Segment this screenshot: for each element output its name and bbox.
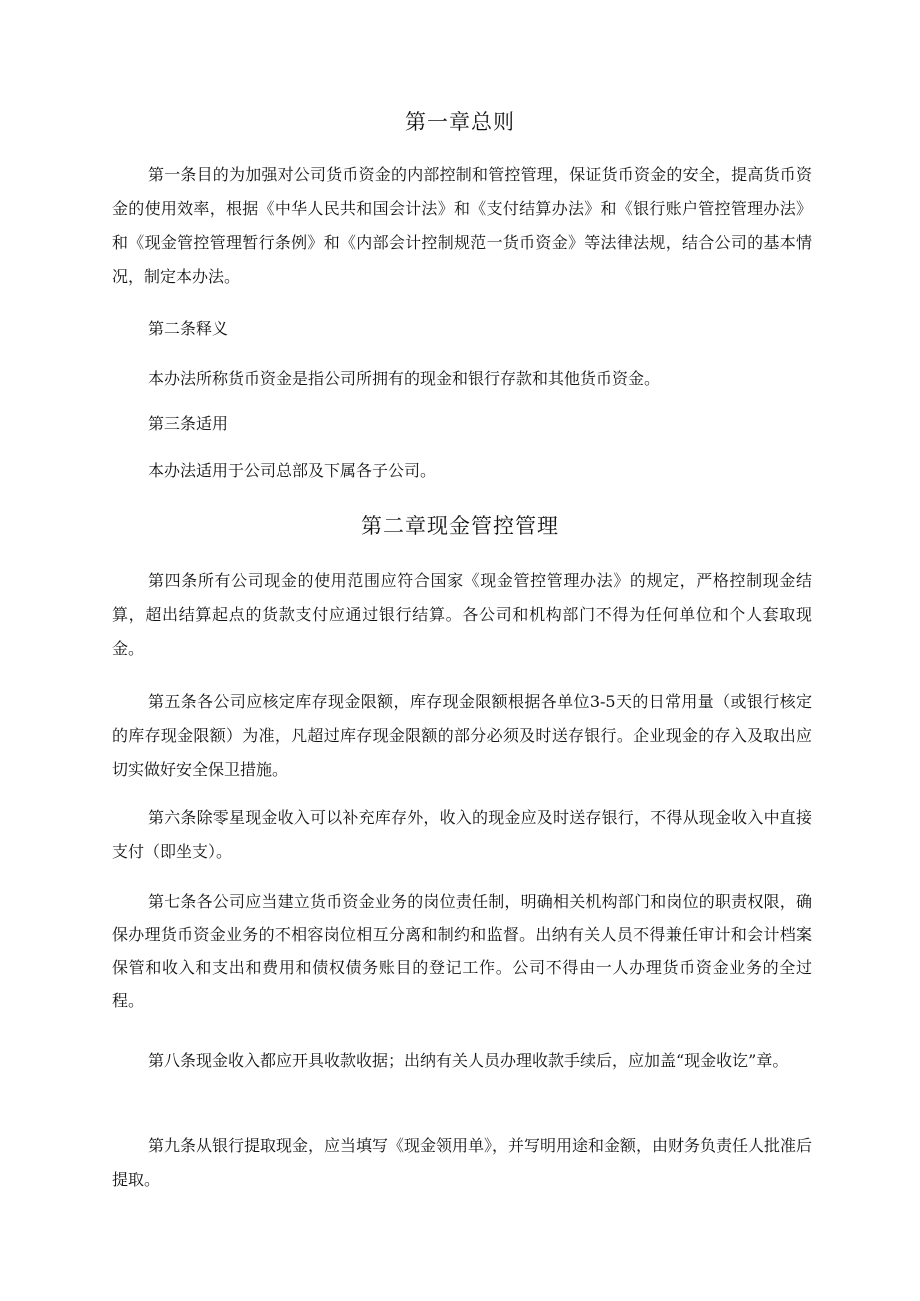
- article-8: 第八条现金收入都应开具收款收据；出纳有关人员办理收款手续后，应加盖“现金收讫”章。: [148, 1051, 789, 1070]
- article-2-heading: 第二条释义: [148, 319, 229, 338]
- chapter-2-title: 第二章现金管控管理: [361, 514, 559, 538]
- article-4: 第四条所有公司现金的使用范围应符合国家《现金管控管理办法》的规定，严格控制现金结算，超出结算起点的货款支付应通过银行结算。各公司和机构部门不得为任何单位和个人套取现金。: [112, 571, 812, 658]
- article-3-heading: 第三条适用: [148, 414, 229, 433]
- article-5: 第五条各公司应核定库存现金限额，库存现金限额根据各单位3-5天的日常用量（或银行核定的库存现金限额）为准，凡超过库存现金限额的部分必须及时送存银行。企业现金的存入及取出应切实做好安全保卫措施。: [112, 692, 812, 779]
- article-1: 第一条目的为加强对公司货币资金的内部控制和管控管理，保证货币资金的安全，提高货币资金的使用效率，根据《中华人民共和国会计法》和《支付结算办法》和《银行账户管控管理办法》和《现金管控管理暂行条例》和《内部会计控制规范一货币资金》等法律法规，结合公司的基本情况，制定本办法。: [112, 165, 812, 286]
- article-3-body: 本办法适用于公司总部及下属各子公司。: [148, 461, 437, 480]
- article-6: 第六条除零星现金收入可以补充库存外，收入的现金应及时送存银行，不得从现金收入中直接支付（即坐支）。: [112, 808, 812, 861]
- article-7: 第七条各公司应当建立货币资金业务的岗位责任制，明确相关机构部门和岗位的职责权限，确保办理货币资金业务的不相容岗位相互分离和制约和监督。出纳有关人员不得兼任审计和会计档案保管和收入和支出和费用和债权债务账目的登记工作。公司不得由一人办理货币资金业务的全过程。: [112, 892, 812, 1010]
- article-9: 第九条从银行提取现金，应当填写《现金领用单》，并写明用途和金额，由财务负责任人批准后提取。: [112, 1136, 813, 1189]
- article-2-body: 本办法所称货币资金是指公司所拥有的现金和银行存款和其他货币资金。: [148, 369, 661, 388]
- chapter-1-title: 第一章总则: [405, 110, 515, 134]
